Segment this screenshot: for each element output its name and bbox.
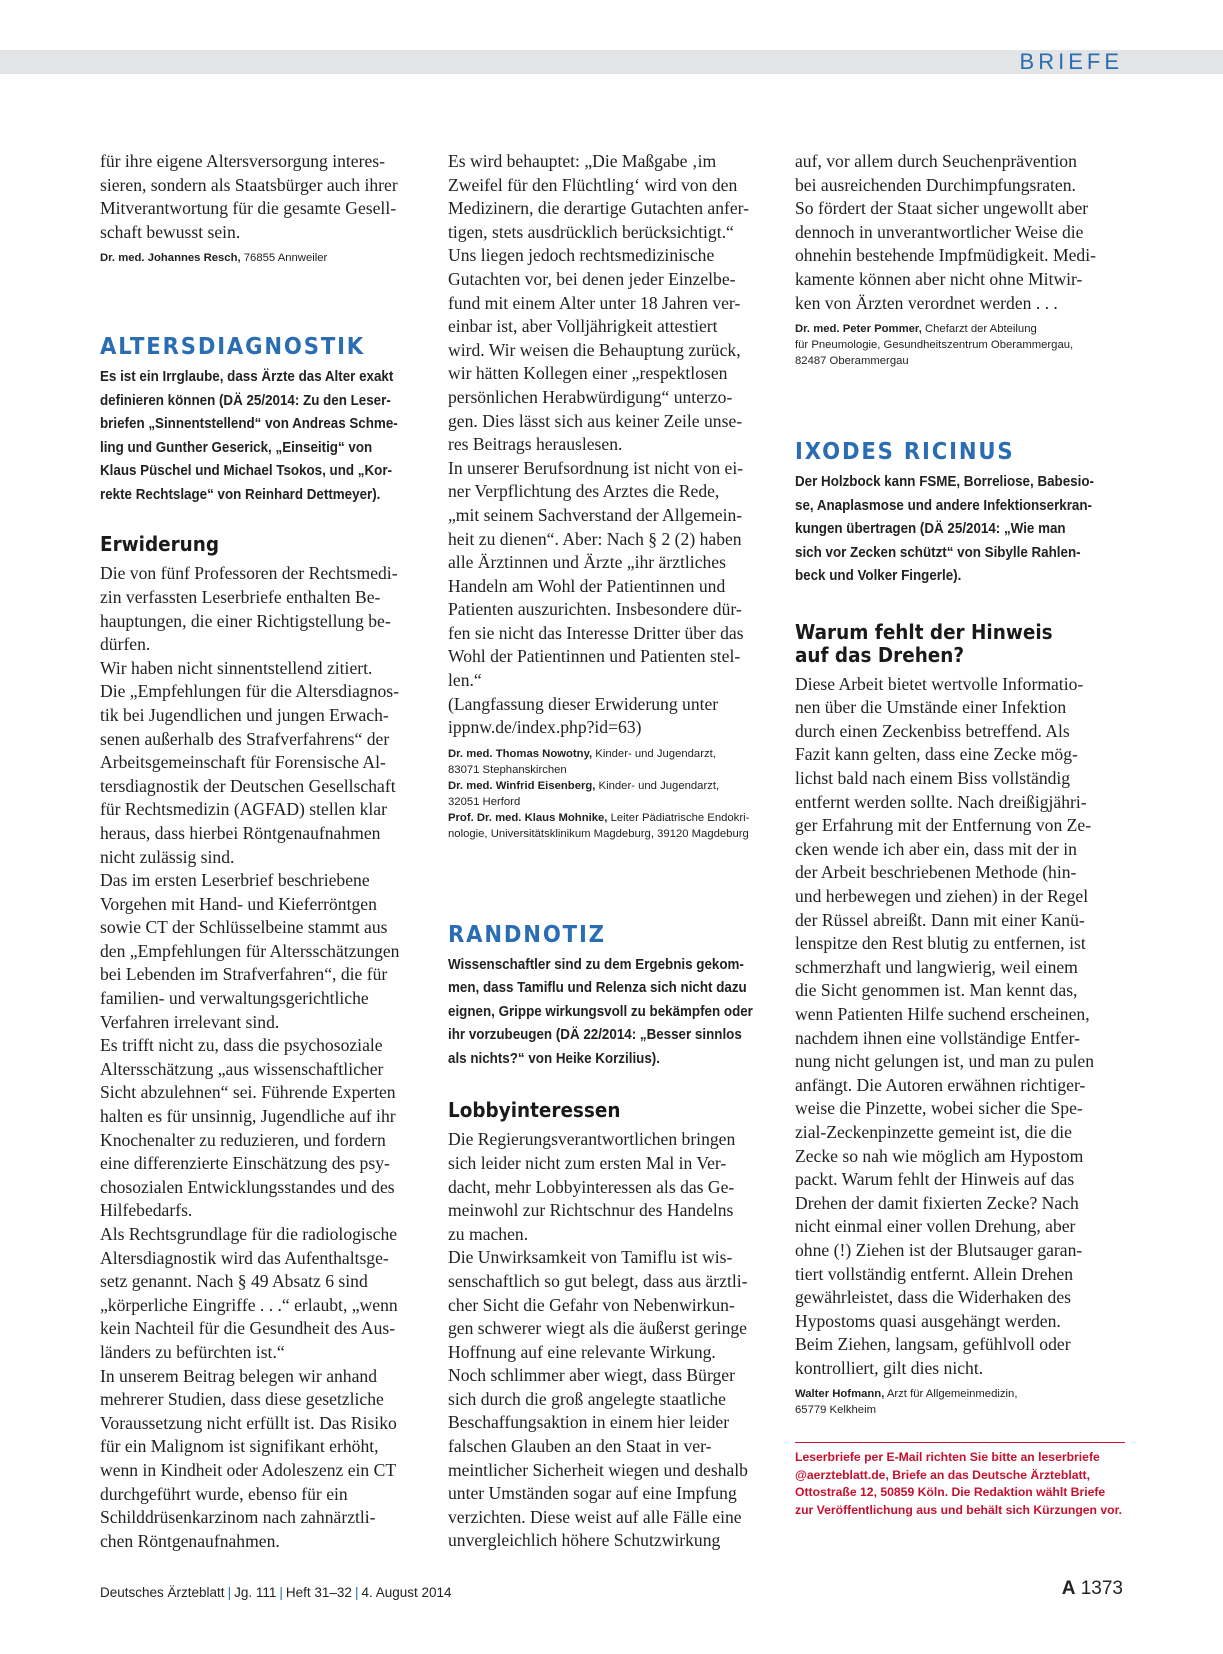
lead-line: Wissenschaftler sind zu dem Ergebnis gekom- bbox=[448, 956, 744, 973]
signature-name: Prof. Dr. med. Klaus Mohnike, bbox=[448, 811, 608, 824]
text-line: wir hätten Kollegen einer „respektlosen bbox=[448, 363, 728, 384]
text-line: In unserer Berufsordnung ist nicht von ei- bbox=[448, 457, 744, 478]
signature-block bbox=[795, 321, 1125, 369]
text-line: familien- und verwaltungsgerichtliche bbox=[100, 988, 369, 1009]
text-line: fund mit einem Alter unter 18 Jahren ver- bbox=[448, 292, 741, 313]
text-line: weise die Pinzette, wobei sicher die Spe- bbox=[795, 1098, 1083, 1119]
signature-place: 76855 Annweiler bbox=[240, 252, 328, 265]
text-line: Medizinern, die derartige Gutachten anfer- bbox=[448, 198, 750, 219]
text-line: Verfahren irrelevant sind. bbox=[100, 1011, 280, 1032]
text-line: zu machen. bbox=[448, 1223, 529, 1244]
signature-line bbox=[795, 1386, 1125, 1402]
section-kicker: ALTERSDIAGNOSTIK bbox=[100, 334, 366, 361]
lead-line: briefen „Sinnentstellend“ von Andreas Schme- bbox=[100, 416, 398, 433]
text-line: ken von Ärzten verordnet werden . . . bbox=[795, 292, 1058, 313]
article-body bbox=[100, 562, 430, 1553]
text-line: Die von fünf Professoren der Rechtsmedi- bbox=[100, 563, 398, 584]
text-line: schmerzhaft und langwierig, weil einem bbox=[795, 956, 1078, 977]
column-2 bbox=[448, 150, 778, 1553]
text-line: für Rechtsmedizin (AGFAD) stellen klar bbox=[100, 799, 387, 820]
text-line: Die Unwirksamkeit von Tamiflu ist wis- bbox=[448, 1247, 733, 1268]
text-line: Drehen der damit fixierten Zecke? Nach bbox=[795, 1192, 1079, 1213]
text-line: nicht einmal einer vollen Drehung, aber bbox=[795, 1216, 1076, 1237]
signature-place: nologie, Universitätsklinikum Magdeburg, 39120 Magdeburg bbox=[448, 827, 749, 840]
journal-issue: Heft 31–32 bbox=[285, 1585, 352, 1600]
text-line: gewährleistet, dass die Widerhaken des bbox=[795, 1287, 1071, 1308]
text-line: Hilfebedarfs. bbox=[100, 1200, 193, 1221]
text-line: kontrolliert, gilt dies nicht. bbox=[795, 1357, 984, 1378]
text-line: len.“ bbox=[448, 670, 482, 691]
text-line: wird. Wir weisen die Behauptung zurück, bbox=[448, 339, 741, 360]
text-line: für ihre eigene Altersversorgung interes- bbox=[100, 151, 385, 171]
text-line: dennoch in unverantwortlicher Weise die bbox=[795, 221, 1084, 242]
text-line: „körperliche Eingriffe . . .“ erlaubt, „wenn bbox=[100, 1294, 398, 1315]
text-line: gen. Dies lässt sich aus keiner Zeile unse- bbox=[448, 410, 743, 431]
article-subhead: Lobbyinteressen bbox=[448, 1098, 621, 1123]
text-line: meinwohl zur Richtschnur des Handelns bbox=[448, 1200, 734, 1221]
article-subhead: Erwiderung bbox=[100, 532, 220, 557]
text-line: halten es für unsinnig, Jugendliche auf ihr bbox=[100, 1106, 396, 1127]
text-line: Fazit kann gelten, dass eine Zecke mög- bbox=[795, 744, 1078, 765]
lead-line: sich vor Zecken schützt“ von Sibylle Rahlen- bbox=[795, 544, 1081, 561]
text-line: lenspitze den Rest blutig zu entfernen, ist bbox=[795, 933, 1086, 954]
subhead-line: Warum fehlt der Hinweis bbox=[795, 619, 1053, 644]
text-line: cher Sicht die Gefahr von Nebenwirkun- bbox=[448, 1294, 735, 1315]
text-line: meintlicher Sicherheit wiegen und deshalb bbox=[448, 1459, 748, 1480]
text-line: Beim Ziehen, langsam, gefühlvoll oder bbox=[795, 1334, 1071, 1355]
text-line: durchgeführt wurde, ebenso für ein bbox=[100, 1483, 348, 1504]
text-line: res Beitrags herauslesen. bbox=[448, 434, 623, 455]
text-line: Vorgehen mit Hand- und Kieferröntgen bbox=[100, 893, 377, 914]
text-line: unvergleichlich höhere Schutzwirkung bbox=[448, 1530, 721, 1551]
signature-place: 32051 Herford bbox=[448, 795, 521, 808]
text-line: sich durch die groß angelegte staatliche bbox=[448, 1388, 726, 1409]
lead-line: Der Holzbock kann FSME, Borreliose, Babesio- bbox=[795, 474, 1094, 491]
lead-line: Es ist ein Irrglaube, dass Ärzte das Alter exakt bbox=[100, 369, 394, 386]
text-line: durch einen Zeckenbiss betreffend. Als bbox=[795, 720, 1070, 741]
journal-volume: Jg. 111 bbox=[234, 1585, 277, 1600]
text-line: (Langfassung dieser Erwiderung unter bbox=[448, 693, 719, 714]
text-line: nachdem ihnen eine vollständige Entfer- bbox=[795, 1027, 1080, 1048]
text-line: entfernt werden sollte. Nach dreißigjähri- bbox=[795, 791, 1087, 812]
article-body bbox=[795, 673, 1125, 1381]
signature-place: 83071 Stephanskirchen bbox=[448, 763, 567, 776]
footer-divider: | bbox=[227, 1585, 232, 1600]
text-line: Altersschätzung „aus wissenschaftlicher bbox=[100, 1058, 384, 1079]
text-line: chosozialen Entwicklungsstandes und des bbox=[100, 1176, 395, 1197]
lead-line: rekte Rechtslage“ von Reinhard Dettmeyer). bbox=[100, 486, 381, 503]
signature-name: Dr. med. Peter Pommer, bbox=[795, 323, 922, 336]
notice-line: Leserbriefe per E-Mail richten Sie bitte an leserbriefe bbox=[795, 1450, 1100, 1465]
text-line: persönlichen Herabwürdigung“ unterzo- bbox=[448, 386, 733, 407]
footer-divider: | bbox=[279, 1585, 283, 1600]
column-1 bbox=[100, 150, 430, 1553]
text-line: Knochenalter zu reduzieren, und fordern bbox=[100, 1129, 386, 1150]
text-line: kamente können aber nicht ohne Mitwir- bbox=[795, 268, 1083, 289]
text-line: Noch schlimmer aber wiegt, dass Bürger bbox=[448, 1365, 735, 1386]
footer-info bbox=[100, 1585, 452, 1600]
text-line: gen schwerer wiegt als die äußerst geringe bbox=[448, 1318, 747, 1339]
article-body bbox=[448, 1128, 778, 1553]
text-line: tik bei Jugendlichen und jungen Erwach- bbox=[100, 704, 389, 725]
text-line: fen sie nicht das Interesse Dritter über das bbox=[448, 622, 744, 643]
signature-name: Dr. med. Johannes Resch, bbox=[100, 252, 241, 265]
text-line: senschaftlich so gut belegt, dass aus ärztli- bbox=[448, 1270, 748, 1291]
text-line: der Rüssel abreißt. Dann mit einer Kanü- bbox=[795, 909, 1085, 930]
lead-text bbox=[100, 366, 430, 507]
text-line: Beschaffungsaktion in einem hier leider bbox=[448, 1412, 730, 1433]
text-line: Schilddrüsenkarzinom nach zahnärztli- bbox=[100, 1507, 376, 1528]
text-line: heit zu dienen“. Aber: Nach § 2 (2) haben bbox=[448, 528, 742, 549]
notice-line: Ottostraße 12, 50859 Köln. Die Redaktion wählt Briefe bbox=[795, 1485, 1106, 1500]
text-line: Gutachten vor, bei denen jeder Einzelbe- bbox=[448, 268, 736, 289]
text-line: auf, vor allem durch Seuchenprävention bbox=[795, 151, 1077, 171]
lead-line: eignen, Grippe wirkungsvoll zu bekämpfen oder bbox=[448, 1003, 753, 1020]
text-line: sich leider nicht zum ersten Mal in Ver- bbox=[448, 1152, 727, 1173]
text-line: In unserem Beitrag belegen wir anhand bbox=[100, 1365, 377, 1386]
text-line: packt. Warum fehlt der Hinweis auf das bbox=[795, 1169, 1075, 1190]
lead-text bbox=[795, 471, 1125, 589]
text-line: Voraussetzung nicht erfüllt ist. Das Risiko bbox=[100, 1412, 397, 1433]
text-line: Altersdiagnostik wird das Aufenthaltsge- bbox=[100, 1247, 389, 1268]
text-line: wenn in Kindheit oder Adoleszenz ein CT bbox=[100, 1459, 397, 1480]
text-line: einbar ist, aber Volljährigkeit attestiert bbox=[448, 316, 718, 337]
text-line: chen Röntgenaufnahmen. bbox=[100, 1530, 280, 1551]
text-line: nen über die Umstände einer Infektion bbox=[795, 697, 1067, 718]
article-body bbox=[795, 150, 1125, 315]
text-line: Zecke so nah wie möglich am Hypostom bbox=[795, 1145, 1084, 1166]
signature-name: Walter Hofmann, bbox=[795, 1388, 885, 1401]
text-line: eine differenzierte Einschätzung des psy- bbox=[100, 1153, 390, 1174]
lead-line: Klaus Püschel und Michael Tsokos, und „Kor- bbox=[100, 463, 393, 480]
text-line: mehrerer Studien, dass diese gesetzliche bbox=[100, 1389, 384, 1410]
text-line: anfängt. Die Autoren erwähnen richtiger- bbox=[795, 1074, 1086, 1095]
text-line: „mit seinem Sachverstand der Allgemein- bbox=[448, 504, 743, 525]
journal-name: Deutsches Ärzteblatt bbox=[100, 1585, 225, 1600]
footer-divider: | bbox=[354, 1585, 359, 1600]
signature-line bbox=[448, 810, 778, 826]
signature-role-line: für Pneumologie, Gesundheitszentrum Oberammergau, bbox=[795, 339, 1074, 352]
text-line: dürfen. bbox=[100, 634, 151, 655]
text-line: tigen, stets ausdrücklich berücksichtigt.“ bbox=[448, 221, 734, 242]
signature-name: Dr. med. Thomas Nowotny, bbox=[448, 747, 593, 760]
text-line: nung nicht gelungen ist, und man zu pulen bbox=[795, 1051, 1095, 1072]
text-line: ippnw.de/index.php?id=63) bbox=[448, 717, 642, 738]
text-line: zial-Zeckenpinzette gemeint ist, die die bbox=[795, 1121, 1072, 1142]
text-line: Die „Empfehlungen für die Altersdiagnos- bbox=[100, 681, 400, 702]
subhead-line: auf das Drehen? bbox=[795, 642, 965, 667]
signature-block bbox=[795, 1386, 1125, 1418]
text-line: heraus, dass hierbei Röntgenaufnahmen bbox=[100, 822, 381, 843]
article-subhead bbox=[795, 621, 1099, 667]
section-label: BRIEFE bbox=[1019, 49, 1123, 74]
page-number bbox=[1062, 1578, 1123, 1600]
text-line: Als Rechtsgrundlage für die radiologische bbox=[100, 1224, 398, 1244]
text-line: bei Lebenden im Strafverfahren“, die für bbox=[100, 964, 388, 985]
lead-line: ihr vorzubeugen (DÄ 22/2014: „Besser sinnlos bbox=[448, 1027, 742, 1044]
text-line: die Sicht genommen ist. Man kennt das, bbox=[795, 980, 1078, 1001]
text-line: sieren, sondern als Staatsbürger auch ihrer bbox=[100, 174, 398, 195]
signature-line bbox=[448, 778, 778, 794]
text-line: alle Ärztinnen und Ärzte „ihr ärztliches bbox=[448, 552, 726, 573]
text-line: falschen Glauben an den Staat in ver- bbox=[448, 1436, 712, 1457]
text-line: sowie CT der Schlüsselbeine stammt aus bbox=[100, 917, 388, 938]
lead-line: se, Anaplasmose und andere Infektionserkran- bbox=[795, 497, 1093, 514]
text-line: kein Nachteil für die Gesundheit des Aus- bbox=[100, 1318, 396, 1339]
text-line: ohne (!) Ziehen ist der Blutsauger garan- bbox=[795, 1239, 1083, 1260]
text-line: zin verfassten Leserbriefe enthalten Be- bbox=[100, 586, 381, 607]
page-number-value: 1373 bbox=[1080, 1578, 1123, 1599]
section-kicker: IXODES RICINUS bbox=[795, 439, 1015, 466]
signature-line bbox=[448, 746, 778, 762]
text-line: Sicht abzulehnen“ sei. Führende Experten bbox=[100, 1082, 396, 1103]
signature-line bbox=[795, 321, 1125, 337]
lead-line: als nichts?“ von Heike Korzilius). bbox=[448, 1050, 660, 1067]
text-line: tiert vollständig entfernt. Allein Drehen bbox=[795, 1263, 1074, 1284]
text-line: Handeln am Wohl der Patientinnen und bbox=[448, 575, 726, 596]
text-line: unter Umständen sogar auf eine Impfung bbox=[448, 1483, 737, 1504]
text-line: cken wende ich aber ein, dass mit der in bbox=[795, 838, 1077, 859]
text-line: tersdiagnostik der Deutschen Gesellschaft bbox=[100, 775, 396, 796]
lead-line: beck und Volker Fingerle). bbox=[795, 568, 962, 585]
notice-line: zur Veröffentlichung aus und behält sich Kürzungen vor. bbox=[795, 1502, 1123, 1517]
signature bbox=[100, 250, 430, 266]
text-line: Uns liegen jedoch rechtsmedizinische bbox=[448, 245, 715, 266]
intro-text bbox=[100, 150, 430, 244]
text-line: Patienten auszurichten. Insbesondere dür- bbox=[448, 599, 742, 620]
signature-place: 65779 Kelkheim bbox=[795, 1404, 877, 1417]
text-line: wenn Patienten Hilfe suchend erscheinen, bbox=[795, 1003, 1090, 1024]
text-line: länders zu befürchten ist.“ bbox=[100, 1341, 285, 1362]
section-kicker: RANDNOTIZ bbox=[448, 921, 606, 948]
page-prefix: A bbox=[1061, 1578, 1076, 1599]
text-line: hauptungen, die einer Richtigstellung be- bbox=[100, 610, 391, 631]
text-line: Wohl der Patientinnen und Patienten stel- bbox=[448, 646, 741, 667]
text-line: nicht zulässig sind. bbox=[100, 846, 235, 867]
text-line: der Arbeit beschriebenen Methode (hin- bbox=[795, 862, 1077, 883]
signature-role: Kinder- und Jugendarzt, bbox=[592, 747, 716, 760]
text-line: für ein Malignom ist signifikant erhöht, bbox=[100, 1436, 379, 1457]
editorial-notice bbox=[795, 1442, 1125, 1519]
text-line: Es trifft nicht zu, dass die psychosoziale bbox=[100, 1035, 383, 1056]
signature-place: 82487 Oberammergau bbox=[795, 355, 909, 368]
text-line: ger Erfahrung mit der Entfernung von Ze- bbox=[795, 815, 1092, 836]
text-line: Zweifel für den Flüchtling‘ wird von den bbox=[448, 174, 738, 195]
text-line: ohnehin bestehende Impfmüdigkeit. Medi- bbox=[795, 245, 1096, 266]
text-line: Diese Arbeit bietet wertvolle Informatio- bbox=[795, 673, 1084, 694]
text-line: und herbewegen und ziehen) in der Regel bbox=[795, 886, 1089, 906]
notice-line: @aerzteblatt.de, Briefe an das Deutsche Ärzteblatt, bbox=[795, 1467, 1090, 1482]
text-line: senen außerhalb des Strafverfahrens“ der bbox=[100, 728, 390, 749]
text-line: Hypostoms quasi ausgehängt werden. bbox=[795, 1310, 1061, 1331]
text-line: bei ausreichenden Durchimpfungsraten. bbox=[795, 174, 1076, 195]
text-line: dacht, mehr Lobbyinteressen als das Ge- bbox=[448, 1176, 735, 1197]
text-line: den „Empfehlungen für Altersschätzungen bbox=[100, 940, 400, 961]
lead-line: ling und Gunther Geserick, „Einseitig“ von bbox=[100, 439, 373, 456]
text-line: schaft bewusst sein. bbox=[100, 221, 241, 242]
signature-role: Arzt für Allgemeinmedizin, bbox=[884, 1388, 1018, 1401]
lead-line: kungen übertragen (DÄ 25/2014: „Wie man bbox=[795, 521, 1066, 538]
column-3 bbox=[795, 150, 1125, 1519]
text-line: Das im ersten Leserbrief beschriebene bbox=[100, 870, 370, 891]
text-line: Es wird behauptet: „Die Maßgabe ‚im bbox=[448, 151, 717, 171]
signature-role: Leiter Pädiatrische Endokri- bbox=[607, 811, 750, 824]
text-line: So fördert der Staat sicher ungewollt aber bbox=[795, 198, 1089, 219]
issue-date: 4. August 2014 bbox=[361, 1585, 452, 1600]
signature-name: Dr. med. Winfrid Eisenberg, bbox=[448, 779, 596, 792]
lead-line: definieren können (DÄ 25/2014: Zu den Leser- bbox=[100, 392, 391, 409]
signature-block bbox=[448, 746, 778, 842]
lead-text bbox=[448, 954, 778, 1072]
text-line: Hoffnung auf eine relevante Wirkung. bbox=[448, 1341, 716, 1362]
text-line: lichst bald nach einem Biss vollständig bbox=[795, 768, 1071, 789]
text-line: Die Regierungsverantwortlichen bringen bbox=[448, 1129, 736, 1150]
text-line: verzichten. Diese weist auf alle Fälle eine bbox=[448, 1506, 742, 1527]
text-line: Arbeitsgemeinschaft für Forensische Al- bbox=[100, 752, 386, 773]
signature-role: Chefarzt der Abteilung bbox=[921, 323, 1037, 336]
text-line: Wir haben nicht sinnentstellend zitiert. bbox=[100, 657, 373, 678]
text-line: ner Verpflichtung des Arztes die Rede, bbox=[448, 481, 720, 502]
lead-line: men, dass Tamiflu und Relenza sich nicht dazu bbox=[448, 980, 747, 997]
article-body bbox=[448, 150, 778, 740]
text-line: setz genannt. Nach § 49 Absatz 6 sind bbox=[100, 1271, 368, 1292]
signature-role: Kinder- und Jugendarzt, bbox=[595, 779, 720, 792]
text-line: Mitverantwortung für die gesamte Gesell- bbox=[100, 198, 397, 219]
